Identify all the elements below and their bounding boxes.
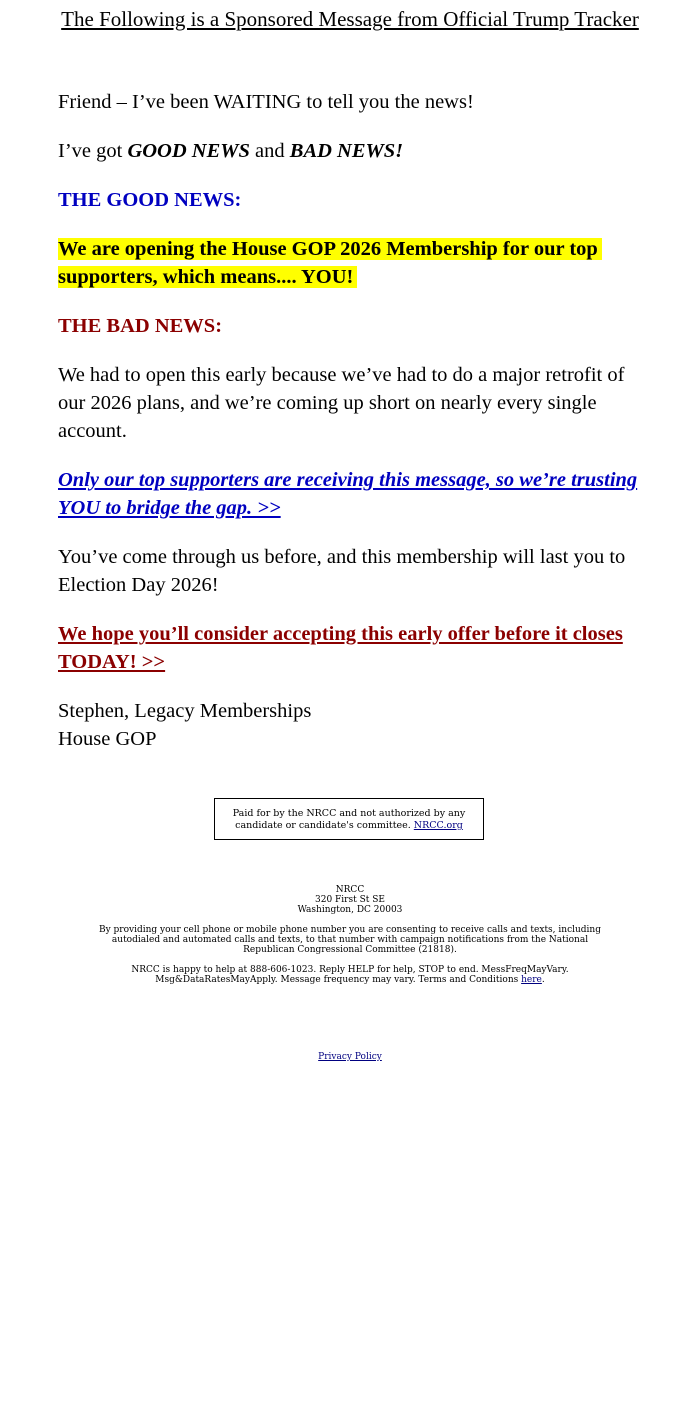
news-intro-prefix: I’ve got	[58, 140, 128, 162]
footer-address	[90, 885, 610, 915]
email-body	[58, 88, 648, 774]
news-intro-middle: and	[249, 140, 290, 162]
news-intro	[58, 137, 648, 165]
footer-help	[90, 965, 610, 985]
signature-org: House GOP	[58, 728, 157, 750]
privacy-policy-link[interactable]: Privacy Policy	[318, 1052, 382, 1062]
good-news-body: We are opening the House GOP 2026 Membership for our top supporters, which means.... YOU!	[58, 238, 602, 288]
consent-text: By providing your cell phone or mobile phone number you are consenting to receive calls and texts, including autodialed and automated calls and texts, to that number with campaign notifications from the National Republican Congressional Committee (21818).	[98, 925, 601, 955]
footer-org: NRCC	[335, 885, 365, 895]
good-news-label: GOOD NEWS	[127, 140, 250, 162]
signature-name: Stephen, Legacy Memberships	[58, 700, 312, 722]
signature	[58, 697, 648, 753]
help-text: NRCC is happy to help at 888-606-1023. Reply HELP for help, STOP to end. MessFreqMayVary. Msg&DataRatesMayApply. Message frequency may vary. Terms and Conditions	[131, 965, 569, 985]
help-end: .	[541, 975, 545, 985]
disclaimer-text: Paid for by the NRCC and not authorized by any candidate or candidate's committee.	[232, 808, 466, 831]
greeting: Friend – I’ve been WAITING to tell you the news!	[58, 91, 474, 113]
bridge-the-gap-link[interactable]: Only our top supporters are receiving this message, so we’re trusting YOU to bridge the gap. >>	[58, 469, 638, 519]
accept-offer-link[interactable]: We hope you’ll consider accepting this early offer before it closes TODAY! >>	[58, 623, 623, 673]
terms-here-link[interactable]: here	[521, 975, 542, 985]
bad-news-heading: THE BAD NEWS:	[58, 315, 223, 337]
closing-body: You’ve come through us before, and this membership will last you to Election Day 2026!	[58, 546, 626, 596]
good-news-heading: THE GOOD NEWS:	[58, 189, 242, 211]
sponsored-message-banner: The Following is a Sponsored Message from Official Trump Tracker	[61, 7, 639, 31]
bad-news-label: BAD NEWS!	[289, 140, 404, 162]
footer-consent	[90, 925, 610, 955]
footer-privacy	[90, 1052, 610, 1062]
good-news-highlight	[58, 235, 648, 291]
footer-city: Washington, DC 20003	[297, 905, 403, 915]
paid-for-disclaimer-box	[214, 798, 484, 840]
nrcc-org-link[interactable]: NRCC.org	[413, 820, 463, 831]
bad-news-body: We had to open this early because we’ve had to do a major retrofit of our 2026 plans, and we’re coming up short on nearly every single account.	[58, 364, 625, 442]
footer-street: 320 First St SE	[315, 895, 385, 905]
